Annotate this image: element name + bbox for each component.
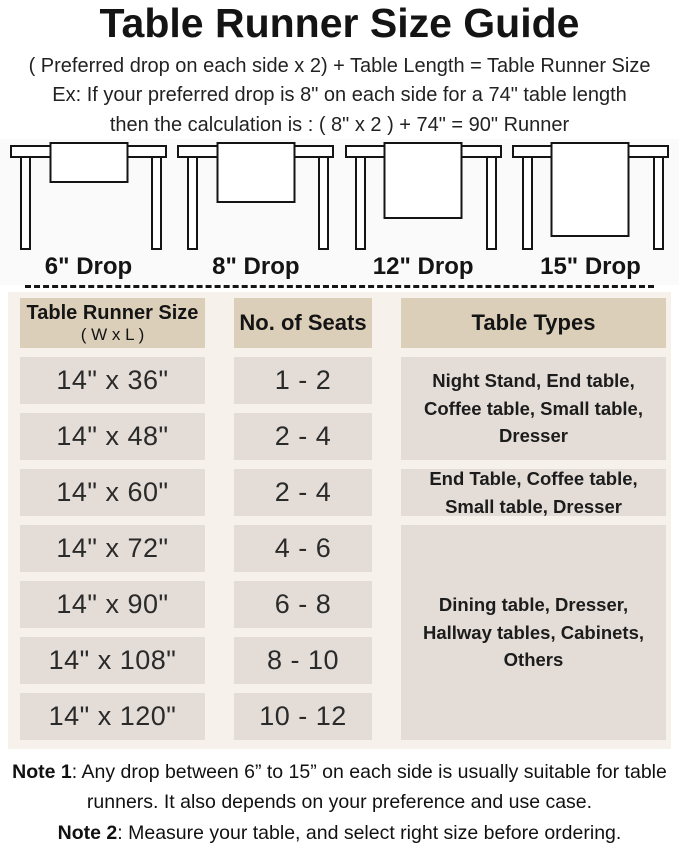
size-cell: 14" x 48" bbox=[20, 413, 205, 460]
seats-cell: 8 - 10 bbox=[234, 637, 372, 684]
drop-label: 15" Drop bbox=[540, 253, 641, 281]
seats-cell: 6 - 8 bbox=[234, 581, 372, 628]
table-leg-left bbox=[187, 157, 198, 250]
size-cell: 14" x 60" bbox=[20, 469, 205, 516]
size-table-section bbox=[0, 292, 679, 749]
note-2 bbox=[6, 818, 673, 848]
seats-cell: 10 - 12 bbox=[234, 693, 372, 740]
table-leg-left bbox=[355, 157, 366, 250]
drop-figure-12in bbox=[345, 142, 502, 285]
header-runner-size bbox=[20, 298, 205, 348]
table-illustration bbox=[345, 142, 502, 252]
runner-overlay bbox=[384, 142, 463, 219]
size-cell: 14" x 90" bbox=[20, 581, 205, 628]
note-1-label: Note 1 bbox=[12, 761, 72, 784]
note-1 bbox=[6, 757, 673, 817]
notes-section bbox=[0, 749, 679, 848]
seats-cell: 4 - 6 bbox=[234, 525, 372, 572]
note-1-text: : Any drop between 6” to 15” on each side is usually suitable for table runners. It also depends on your preference and use case. bbox=[71, 761, 667, 814]
table-leg-right bbox=[151, 157, 162, 250]
runner-overlay bbox=[49, 142, 128, 183]
page-title: Table Runner Size Guide bbox=[99, 0, 580, 46]
table-illustration bbox=[177, 142, 334, 252]
drop-figure-15in bbox=[512, 142, 669, 285]
example-line-2: then the calculation is : ( 8" x 2 ) + 74" = 90" Runner bbox=[109, 114, 570, 137]
header-table-types: Table Types bbox=[401, 298, 666, 348]
size-table bbox=[8, 292, 671, 749]
drop-label: 6" Drop bbox=[44, 253, 133, 281]
size-cell: 14" x 72" bbox=[20, 525, 205, 572]
runner-overlay bbox=[551, 142, 630, 237]
table-leg-right bbox=[653, 157, 664, 250]
table-illustration bbox=[10, 142, 167, 252]
runner-overlay bbox=[216, 142, 295, 203]
drop-illustrations bbox=[0, 139, 679, 285]
table-leg-left bbox=[522, 157, 533, 250]
size-cell: 14" x 36" bbox=[20, 357, 205, 404]
note-2-text: : Measure your table, and select right size before ordering. bbox=[117, 821, 622, 844]
seats-cell: 2 - 4 bbox=[234, 413, 372, 460]
dashed-divider bbox=[25, 285, 654, 288]
header-seats: No. of Seats bbox=[234, 298, 372, 348]
example-line-1: Ex: If your preferred drop is 8" on each side for a 74" table length bbox=[52, 84, 627, 107]
header-runner-size-title: Table Runner Size bbox=[26, 301, 199, 324]
table-leg-left bbox=[20, 157, 31, 250]
header-runner-size-sub: ( W x L ) bbox=[80, 324, 145, 344]
table-types-group-3: Dining table, Dresser, Hallway tables, Cabinets, Others bbox=[401, 525, 666, 740]
table-leg-right bbox=[486, 157, 497, 250]
drop-figure-8in bbox=[177, 142, 334, 285]
note-2-label: Note 2 bbox=[57, 821, 118, 844]
drop-label: 12" Drop bbox=[372, 253, 474, 281]
table-leg-right bbox=[318, 157, 329, 250]
header-section bbox=[0, 0, 679, 139]
size-cell: 14" x 120" bbox=[20, 693, 205, 740]
drop-figure-6in bbox=[10, 142, 167, 285]
formula-text: ( Preferred drop on each side x 2) + Table Length = Table Runner Size bbox=[28, 55, 651, 78]
drop-label: 8" Drop bbox=[212, 253, 300, 281]
table-types-group-2: End Table, Coffee table, Small table, Dresser bbox=[401, 469, 666, 516]
table-types-group-1: Night Stand, End table, Coffee table, Small table, Dresser bbox=[401, 357, 666, 460]
seats-cell: 1 - 2 bbox=[234, 357, 372, 404]
table-illustration bbox=[512, 142, 669, 252]
seats-cell: 2 - 4 bbox=[234, 469, 372, 516]
size-cell: 14" x 108" bbox=[20, 637, 205, 684]
